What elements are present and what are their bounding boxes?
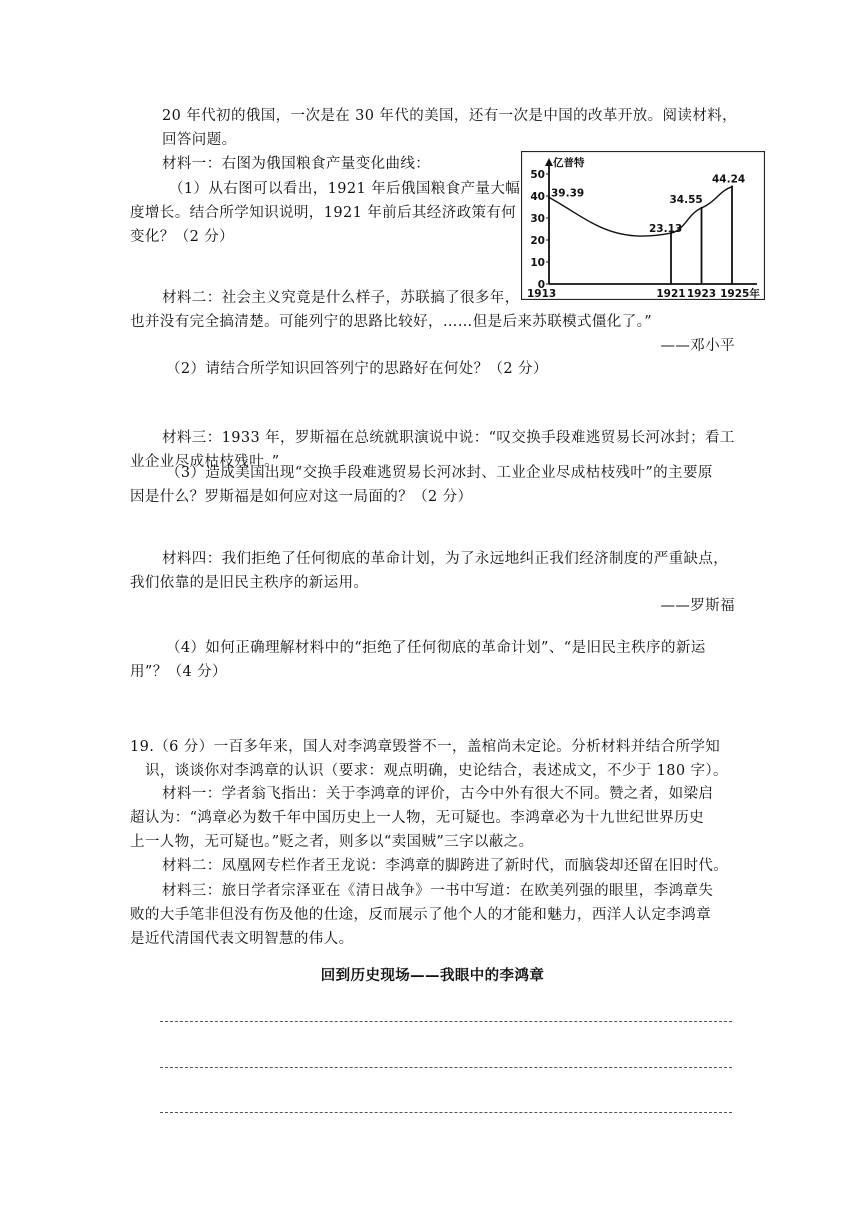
y-axis-label: 亿普特 — [553, 157, 585, 169]
y-tick-label: 20 — [530, 235, 545, 247]
y-tick-label: 0 — [537, 279, 545, 291]
question-1-line3: 变化？（2 分） — [130, 229, 235, 245]
question-19-line1: 19.（6 分）一百多年来，国人对李鸿章毁誉不一，盖棺尚未定论。分析材料并结合所学知 — [130, 739, 721, 755]
q18-intro-line1: 20 年代初的俄国，一次是在 30 年代的美国，还有一次是中国的改革开放。阅读材料， — [162, 108, 738, 124]
data-label: 34.55 — [669, 193, 703, 206]
q19-material-3-line1: 材料三：旅日学者宗泽亚在《清日战争》一书中写道：在欧美列强的眼里，李鸿章失 — [162, 883, 714, 899]
x-tick-label: 1913 — [527, 288, 557, 300]
y-axis-arrow — [545, 158, 553, 166]
material-4-line1: 材料四：我们拒绝了任何彻底的革命计划，为了永远地纠正我们经济制度的严重缺点， — [162, 551, 729, 567]
q19-material-3-line3: 是近代清国代表文明智慧的伟人。 — [130, 931, 354, 947]
q19-material-3-line2: 败的大手笔非但没有伤及他的仕途，反而展示了他个人的才能和魅力，西洋人认定李鸿章 — [130, 907, 712, 923]
x-tick-label: 1925年 — [720, 288, 760, 300]
material-4-source: ——罗斯福 — [660, 598, 735, 614]
q19-material-1-line1: 材料一：学者翁飞指出：关于李鸿章的评价，古今中外有很大不同。赞之者，如梁启 — [162, 786, 714, 802]
answer-line[interactable] — [160, 1021, 732, 1022]
q19-material-1-line2: 超认为：“鸿章必为数千年中国历史上一人物，无可疑也。李鸿章必为十九世纪世界历史 — [130, 810, 705, 826]
q19-material-2: 材料二：凤凰网专栏作者王龙说：李鸿章的脚跨进了新时代，而脑袋却还留在旧时代。 — [162, 858, 729, 874]
data-label: 23.13 — [649, 223, 683, 236]
material-1-label: 材料一：右图为俄国粮食产量变化曲线： — [162, 156, 431, 172]
material-3-line2: 业企业尽成枯枝残叶。” — [130, 454, 280, 470]
question-1-line2: 度增长。结合所学知识说明，1921 年前后其经济政策有何 — [130, 205, 517, 221]
material-2-line1: 材料二：社会主义究竟是什么样子，苏联搞了很多年， — [162, 290, 520, 306]
question-1-line1: （1）从右图可以看出，1921 年后俄国粮食产量大幅 — [169, 181, 521, 197]
material-2-source: ——邓小平 — [660, 338, 735, 354]
y-tick-label: 30 — [530, 213, 545, 225]
grain-output-chart — [521, 151, 765, 300]
question-19-line2: 识，谈谈你对李鸿章的认识（要求：观点明确，史论结合，表述成文，不少于 180 字）。 — [145, 763, 728, 779]
y-tick-label: 50 — [530, 169, 545, 181]
material-4-line2: 我们依靠的是旧民主秩序的新运用。 — [130, 575, 369, 591]
question-3-line2: 因是什么？罗斯福是如何应对这一局面的？（2 分） — [130, 489, 473, 505]
q18-intro-line2: 回答问题。 — [162, 132, 237, 148]
essay-title: 回到历史现场——我眼中的李鸿章 — [320, 968, 545, 984]
material-2-line2: 也并没有完全搞清楚。可能列宁的思路比较好，……但是后来苏联模式僵化了。” — [130, 314, 653, 330]
grain-output-chart-svg — [521, 151, 765, 300]
data-label: 39.39 — [551, 187, 585, 200]
y-tick-label: 40 — [530, 191, 545, 203]
answer-line[interactable] — [160, 1067, 732, 1068]
x-tick-label: 1921 — [656, 288, 686, 300]
question-3-line1: （3）造成美国出现“交换手段难逃贸易长河冰封、工业企业尽成枯枝残叶”的主要原 — [166, 465, 713, 481]
answer-line[interactable] — [160, 1112, 732, 1113]
q19-material-1-line3: 上一人物，无可疑也。”贬之者，则多以“卖国贼”三字以蔽之。 — [130, 834, 534, 850]
data-point — [700, 207, 702, 209]
data-point — [731, 185, 733, 187]
data-point — [548, 196, 550, 198]
question-2: （2）请结合所学知识回答列宁的思路好在何处？（2 分） — [166, 361, 548, 377]
x-tick-label: 1923 — [686, 288, 717, 300]
material-3-line1: 材料三：1933 年，罗斯福在总统就职演说中说：“叹交换手段难逃贸易长河冰封；看工 — [162, 430, 735, 446]
data-label: 44.24 — [712, 173, 746, 186]
y-tick-label: 10 — [530, 257, 545, 269]
question-4-line1: （4）如何正确理解材料中的“拒绝了任何彻底的革命计划”、“是旧民主秩序的新运 — [166, 640, 706, 656]
question-4-line2: 用”？（4 分） — [130, 664, 227, 680]
